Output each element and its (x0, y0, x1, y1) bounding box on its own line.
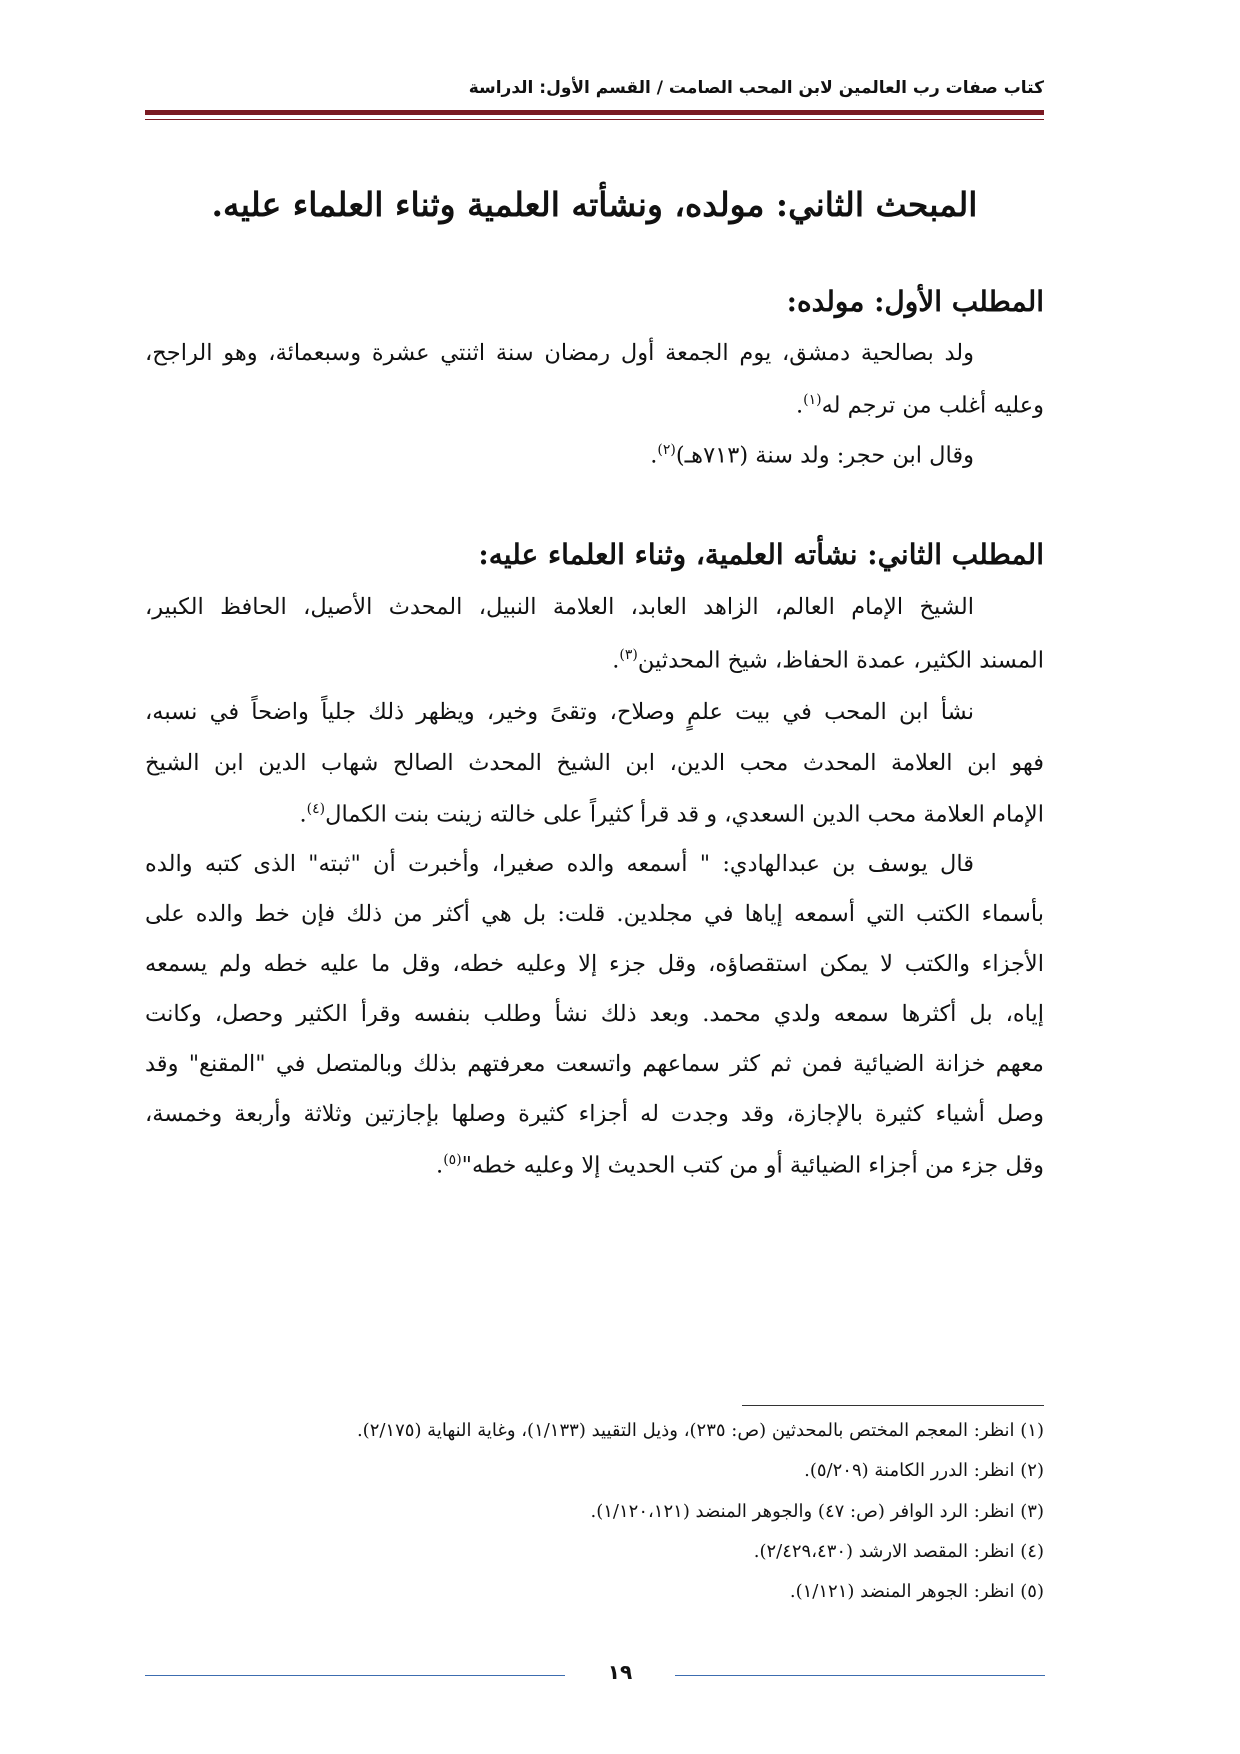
paragraph-line (145, 443, 1044, 467)
footnote-marker[interactable]: (١) (803, 392, 822, 408)
paragraph-line (145, 596, 1044, 619)
paragraph-line (145, 1053, 1044, 1076)
footnote-item: (٢) انظر: الدرر الكامنة (٥/٢٠٩). (804, 1460, 1044, 1481)
line-text: الشيخ الإمام العالم، الزاهد العابد، العلامة النبيل، المحدث الأصيل، الحافظ الكبير، (145, 594, 974, 620)
footnote-item: (١) انظر: المعجم المختص بالمحدثين (ص: ٢٣٥)، وذيل التقييد (١/١٣٣)، وغاية النهاية (٢/١٧٥). (356, 1420, 1044, 1441)
line-text: وقال ابن حجر: ولد سنة (٧١٣هـ) (675, 442, 974, 469)
line-text: نشأ ابن المحب في بيت علمٍ وصلاح، وتقىً وخير، ويظهر ذلك جلياً واضحاً في نسبه، (145, 699, 974, 725)
header-rule-thin (145, 119, 1044, 120)
line-text: وعليه أغلب من ترجم له (821, 392, 1044, 419)
footnote-marker[interactable]: (٢) (657, 442, 676, 458)
line-text: الإمام العلامة محب الدين السعدي، و قد قرأ كثيراً على خالته زينت بنت الكمال (325, 801, 1044, 828)
footnote-item: (٥) انظر: الجوهر المنضد (١/١٢١). (789, 1581, 1044, 1602)
line-text: وصل أشياء كثيرة بالإجازة، وقد وجدت له أجزاء كثيرة وصلها بإجازتين وثلاثة وأربعة وخمسة، (145, 1101, 1044, 1127)
line-text: فهو ابن العلامة المحدث محب الدين، ابن الشيخ المحدث الصالح شهاب الدين ابن الشيخ (145, 750, 1044, 776)
paragraph-line (145, 953, 1044, 976)
chapter-title: المبحث الثاني: مولده، ونشأته العلمية وثناء العلماء عليه. (211, 185, 978, 224)
line-end-period: . (612, 647, 620, 674)
paragraph-line (145, 1003, 1044, 1026)
paragraph-line (145, 802, 1044, 826)
paragraph-line (145, 342, 1044, 365)
line-text: إياه، بل أكثرها سمعه ولدي محمد. وبعد ذلك نشأ وطلب بنفسه وقرأ الكثير وحصل، وكانت (145, 1001, 1044, 1027)
paragraph-line (145, 1103, 1044, 1126)
line-text: بأسماء الكتب التي أسمعه إياها في مجلدين. قلت: بل هي أكثر من ذلك فإن خط والده على (145, 901, 1044, 927)
line-text: معهم خزانة الضيائية فمن ثم كثر سماعهم واتسعت معرفتهم بذلك وبالمتصل في "المقنع" وقد (145, 1051, 1044, 1077)
line-text: قال يوسف بن عبدالهادي: " أسمعه والده صغيرا، وأخبرت أن "ثبته" الذى كتبه والده (145, 851, 974, 877)
paragraph-line (145, 853, 1044, 876)
footnote-marker[interactable]: (٣) (619, 647, 638, 663)
line-end-period: . (436, 1152, 444, 1179)
footnote-item: (٤) انظر: المقصد الارشد (٢/٤٢٩،٤٣٠). (753, 1541, 1044, 1562)
footnote-item: (٣) انظر: الرد الوافر (ص: ٤٧) والجوهر المنضد (١/١٢٠،١٢١). (590, 1501, 1044, 1522)
header-rule-thick (145, 110, 1044, 115)
footnote-separator (742, 1405, 1044, 1406)
paragraph-line (145, 903, 1044, 926)
paragraph-line (145, 1153, 1044, 1177)
paragraph-line (145, 648, 1044, 672)
paragraph-line (145, 393, 1044, 417)
paragraph-line (145, 701, 1044, 724)
paragraph-line (145, 752, 1044, 775)
line-text: الأجزاء والكتب لا يمكن استقصاؤه، وقل جزء إلا وعليه خطه، وقل ما عليه خطه ولم يسمعه (145, 951, 1044, 977)
line-end-period: . (650, 442, 658, 469)
running-header: كتاب صفات رب العالمين لابن المحب الصامت / القسم الأول: الدراسة (468, 78, 1044, 98)
section-heading-upbringing: المطلب الثاني: نشأته العلمية، وثناء العلماء عليه: (478, 538, 1044, 571)
page-number: ١٩ (607, 1660, 633, 1684)
line-text: المسند الكثير، عمدة الحفاظ، شيخ المحدثين (637, 647, 1044, 674)
line-text: وقل جزء من أجزاء الضيائية أو من كتب الحديث إلا وعليه خطه" (461, 1152, 1044, 1179)
line-end-period: . (299, 801, 307, 828)
footnote-marker[interactable]: (٤) (306, 801, 326, 817)
section-heading-birth: المطلب الأول: مولده: (786, 285, 1044, 318)
footer-rule-right (675, 1675, 1045, 1676)
footnote-marker[interactable]: (٥) (443, 1152, 462, 1168)
line-end-period: . (795, 392, 804, 419)
line-text: ولد بصالحية دمشق، يوم الجمعة أول رمضان سنة اثنتي عشرة وسبعمائة، وهو الراجح، (145, 340, 974, 366)
